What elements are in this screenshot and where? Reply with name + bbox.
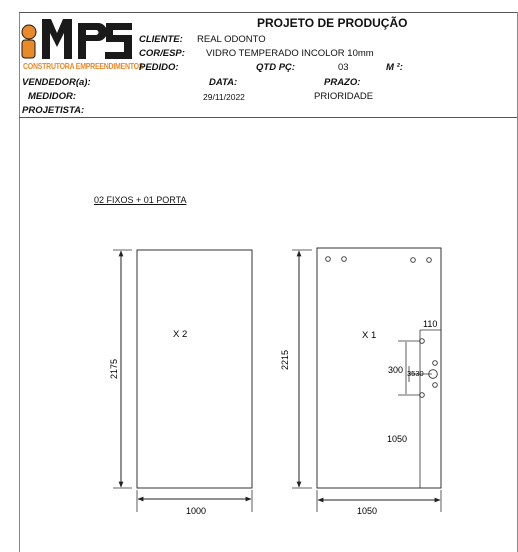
door-dim-3530: 3530 xyxy=(407,369,424,378)
door-panel-qty: X 1 xyxy=(362,330,377,341)
qtd-label: QTD PÇ: xyxy=(256,62,296,73)
hole-lock-3 xyxy=(433,383,438,388)
door-height-dimension xyxy=(280,250,312,488)
fixed-width-dimension xyxy=(137,490,252,516)
fixed-panel xyxy=(137,250,252,488)
door-dim-1050: 1050 xyxy=(387,434,408,444)
door-dim-300: 300 xyxy=(388,365,404,375)
qtd-value: 03 xyxy=(338,62,349,73)
door-width-label: 1050 xyxy=(356,506,378,516)
fixed-height-dimension xyxy=(109,250,132,488)
page-title: PROJETO DE PRODUÇÃO xyxy=(257,16,408,30)
door-panel xyxy=(317,248,441,488)
cor-esp-label: COR/ESP: xyxy=(139,48,185,59)
logo-tagline: CONSTRUTORA EMPREENDIMENTOS xyxy=(23,61,144,71)
hole-top-left-2 xyxy=(342,257,347,262)
medidor-label: MEDIDOR: xyxy=(28,91,77,102)
projetista-label: PROJETISTA: xyxy=(22,105,85,116)
fixed-width-label: 1000 xyxy=(185,506,207,516)
prazo-label: PRAZO: xyxy=(324,77,361,88)
hole-top-right-2 xyxy=(427,258,432,263)
hole-top-left-1 xyxy=(326,257,331,262)
m2-label: M ²: xyxy=(386,62,403,73)
prioridade-value: PRIORIDADE xyxy=(314,91,374,102)
vendedor-label: VENDEDOR(a): xyxy=(22,77,91,88)
cor-esp-value: VIDRO TEMPERADO INCOLOR 10mm xyxy=(206,48,374,59)
fixed-height-label: 2175 xyxy=(109,358,119,380)
data-label: DATA: xyxy=(209,77,238,88)
door-width-dimension xyxy=(317,490,441,516)
door-height-label: 2215 xyxy=(280,349,290,371)
hole-top-right-1 xyxy=(411,258,416,263)
fixed-panel-qty: X 2 xyxy=(173,329,188,340)
data-value: 29/11/2022 xyxy=(203,92,245,102)
drawing-subtitle: 02 FIXOS + 01 PORTA xyxy=(94,195,187,205)
cliente-value: REAL ODONTO xyxy=(197,34,266,45)
door-dim-110: 110 xyxy=(423,319,438,329)
pedido-label: PEDIDO: xyxy=(139,62,179,73)
cliente-label: CLIENTE: xyxy=(139,34,183,45)
hole-lock-2 xyxy=(433,361,438,366)
